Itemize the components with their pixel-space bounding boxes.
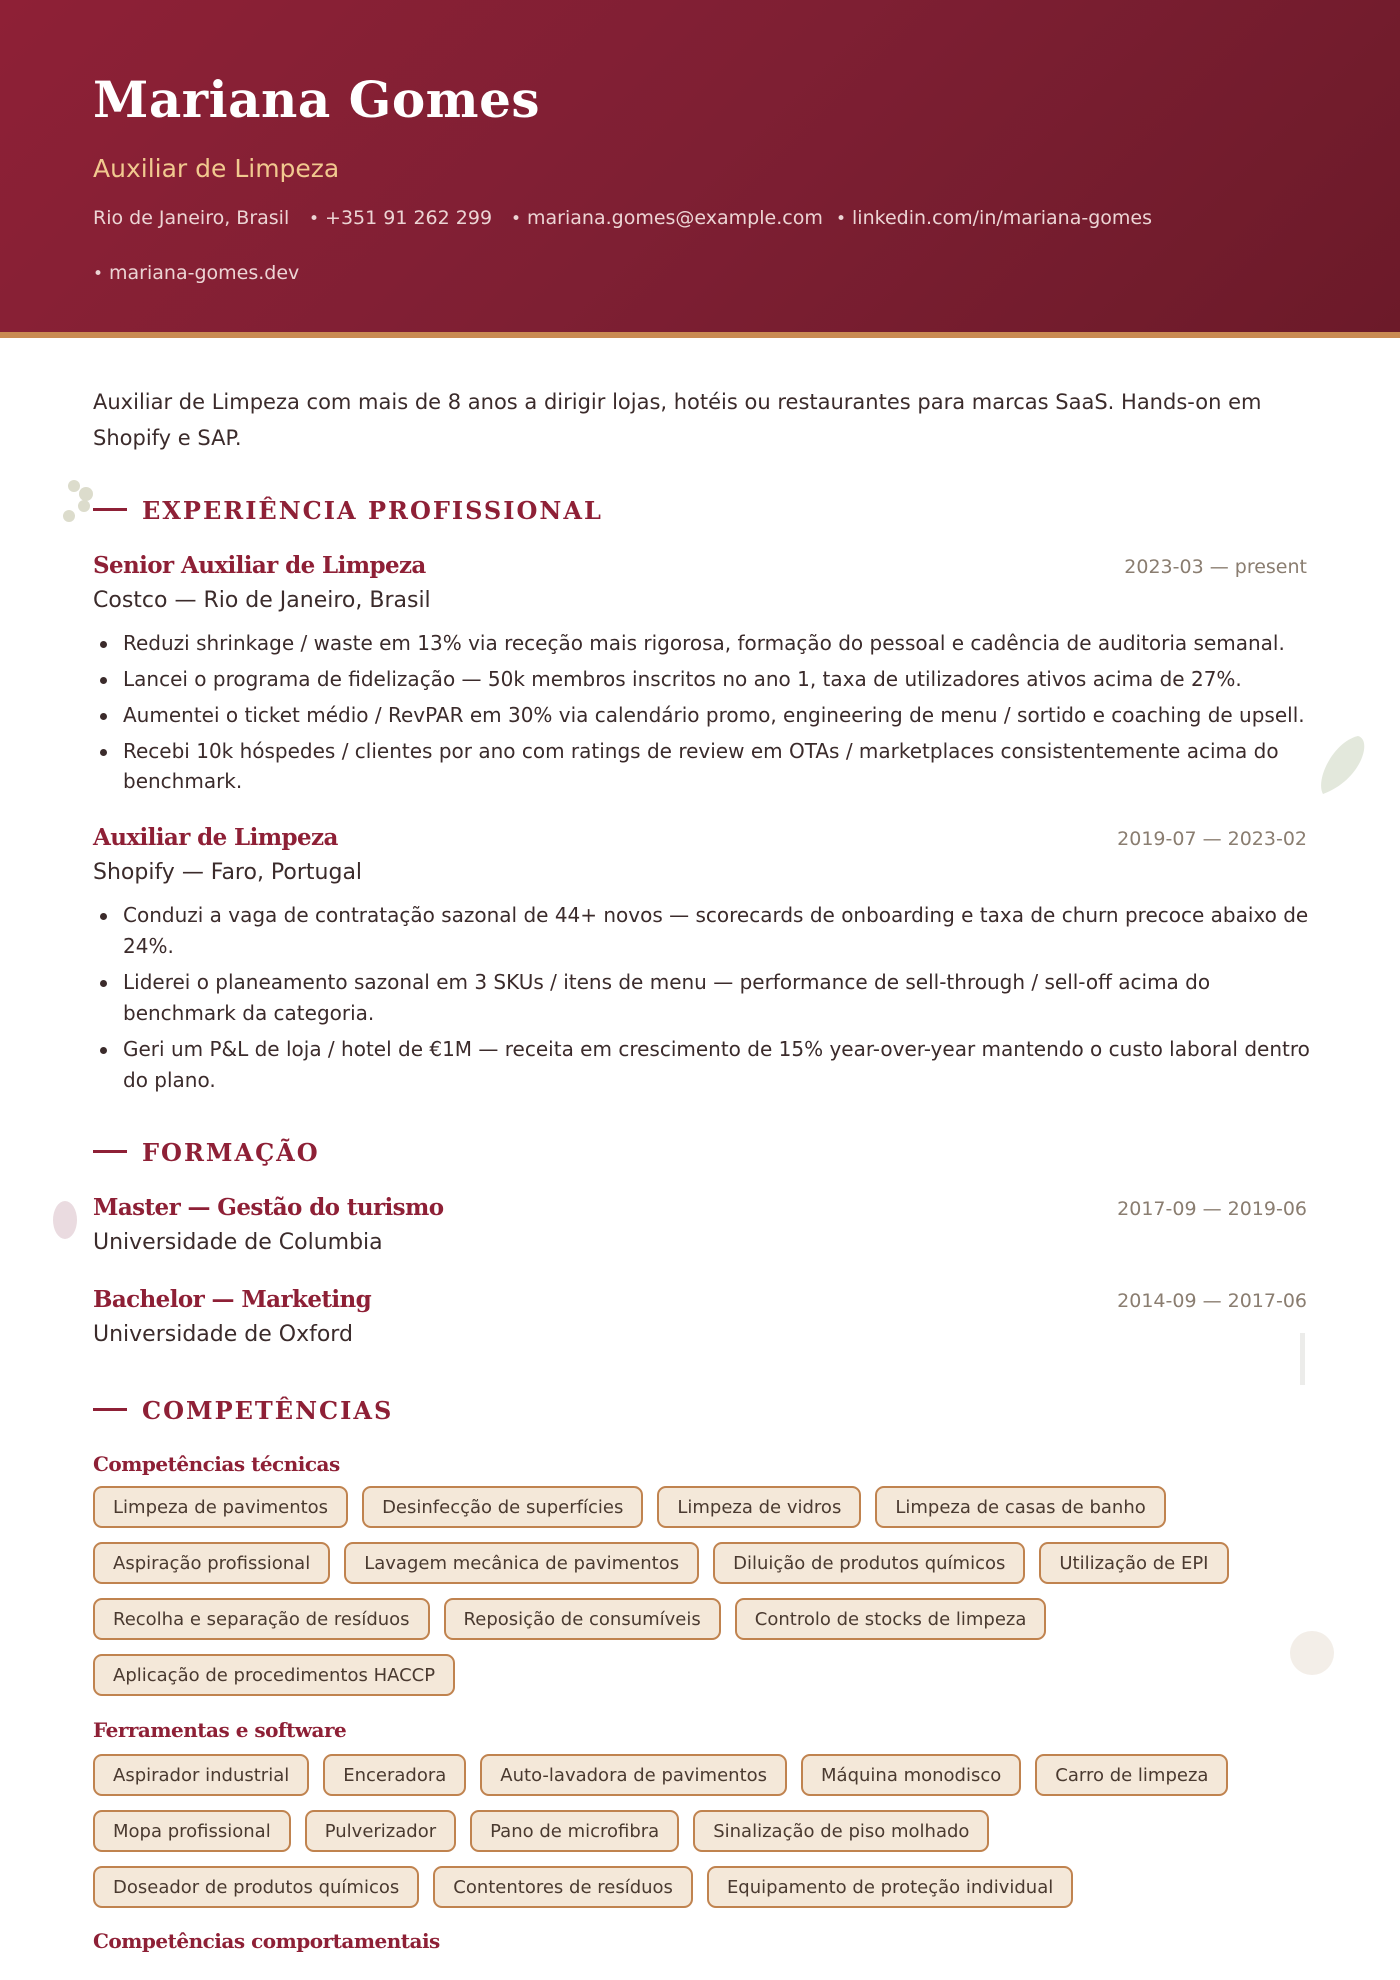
skill-chip: Recolha e separação de resíduos [93,1598,430,1640]
skill-chip: Limpeza de vidros [657,1486,861,1528]
job-company: Shopify — Faro, Portugal [93,860,363,885]
job-title: Senior Auxiliar de Limpeza [93,552,426,579]
skill-chip: Aspirador industrial [93,1754,309,1796]
decorative-petal-icon [50,1198,80,1242]
skill-chip: Reposição de consumíveis [444,1598,721,1640]
skill-chip: Auto-lavadora de pavimentos [480,1754,787,1796]
job-bullets [93,628,1313,801]
skill-chip: Controlo de stocks de limpeza [735,1598,1047,1640]
job-bullet: Reduzi shrinkage / waste em 13% via receção mais rigorosa, formação do pessoal e cadência de auditoria semanal. [93,628,1313,659]
job-bullet: Liderei o planeamento sazonal em 3 SKUs / itens de menu — performance de sell-through / sell-off acima do benchmark da categoria. [93,967,1313,1029]
education-degree: Bachelor — Marketing [93,1286,372,1313]
skill-chip: Diluição de produtos químicos [713,1542,1025,1584]
contact-location: Rio de Janeiro, Brasil [93,207,290,229]
section-title-text: FORMAÇÃO [142,1138,320,1167]
resume-header [0,0,1400,338]
skill-chip: Doseador de produtos químicos [93,1866,419,1908]
education-degree: Master — Gestão do turismo [93,1194,444,1221]
contact-website-item [93,262,299,284]
contact-linkedin-item [836,207,1152,229]
bullet-dot-icon: • [511,209,522,229]
job-date: 2019-07 — 2023-02 [1117,828,1307,850]
skill-chips-technical [93,1486,1323,1710]
job-company: Costco — Rio de Janeiro, Brasil [93,588,431,613]
skill-group-title: Competências comportamentais [93,1929,440,1953]
profile-summary: Auxiliar de Limpeza com mais de 8 anos a dirigir lojas, hotéis ou restaurantes para marcas SaaS. Hands-on em Shopify e SAP. [93,390,1262,450]
job-bullets [93,900,1313,1101]
education-school: Universidade de Oxford [93,1322,353,1347]
skill-chip: Sinalização de piso molhado [693,1810,989,1852]
contact-email[interactable]: mariana.gomes@example.com [527,207,823,229]
skill-chip: Máquina monodisco [801,1754,1021,1796]
skill-chip: Aplicação de procedimentos HACCP [93,1654,455,1696]
contact-phone-item [309,207,492,229]
section-title-text: COMPETÊNCIAS [142,1396,394,1425]
skill-group-title: Ferramentas e software [93,1718,347,1742]
job-title: Auxiliar de Limpeza [93,824,338,851]
skill-chip: Enceradora [323,1754,466,1796]
skill-chip: Pano de microfibra [470,1810,679,1852]
contact-website[interactable]: mariana-gomes.dev [109,262,300,284]
decorative-bar [1300,1333,1305,1385]
contact-phone: +351 91 262 299 [325,207,493,229]
section-title-education [93,1138,320,1168]
contact-linkedin[interactable]: linkedin.com/in/mariana-gomes [852,207,1152,229]
job-bullet: Geri um P&L de loja / hotel de €1M — receita em crescimento de 15% year-over-year mantendo o custo laboral dentro do plano. [93,1034,1313,1096]
skill-chip: Utilização de EPI [1039,1542,1228,1584]
section-title-skills [93,1396,393,1426]
candidate-role: Auxiliar de Limpeza [93,154,340,183]
skill-chip: Limpeza de casas de banho [875,1486,1165,1528]
job-bullet: Lancei o programa de fidelização — 50k membros inscritos no ano 1, taxa de utilizadores ativos acima de 27%. [93,664,1313,695]
skill-chip: Lavagem mecânica de pavimentos [344,1542,699,1584]
skill-chip: Equipamento de proteção individual [707,1866,1073,1908]
bullet-dot-icon: • [836,209,847,229]
job-date: 2023-03 — present [1124,556,1307,578]
skill-chip: Mopa profissional [93,1810,291,1852]
job-bullet: Conduzi a vaga de contratação sazonal de 44+ novos — scorecards de onboarding e taxa de churn precoce abaixo de 24%. [93,900,1313,962]
skill-chip: Carro de limpeza [1035,1754,1228,1796]
contact-email-item [511,207,823,229]
job-bullet: Recebi 10k hóspedes / clientes por ano com ratings de review em OTAs / marketplaces consistentemente acima do benchmark. [93,736,1313,796]
education-date: 2014-09 — 2017-06 [1117,1290,1307,1312]
education-school: Universidade de Columbia [93,1230,383,1255]
section-dash [93,1150,127,1153]
bullet-dot-icon: • [309,209,320,229]
skill-group-title: Competências técnicas [93,1452,340,1476]
section-dash [93,508,127,511]
skill-chip: Pulverizador [305,1810,456,1852]
decorative-leaf-icon [1313,730,1373,800]
skill-chip: Limpeza de pavimentos [93,1486,348,1528]
section-title-text: EXPERIÊNCIA PROFISSIONAL [142,496,603,525]
skill-chips-tools [93,1754,1323,1922]
skill-chip: Contentores de resíduos [433,1866,693,1908]
candidate-name: Mariana Gomes [93,70,541,129]
skill-chip: Desinfecção de superfícies [362,1486,643,1528]
education-date: 2017-09 — 2019-06 [1117,1198,1307,1220]
section-dash [93,1408,127,1411]
bullet-dot-icon: • [93,264,104,284]
job-bullet: Aumentei o ticket médio / RevPAR em 30% via calendário promo, engineering de menu / sortido e coaching de upsell. [93,700,1313,731]
skill-chip: Aspiração profissional [93,1542,330,1584]
section-title-experience [93,496,603,526]
